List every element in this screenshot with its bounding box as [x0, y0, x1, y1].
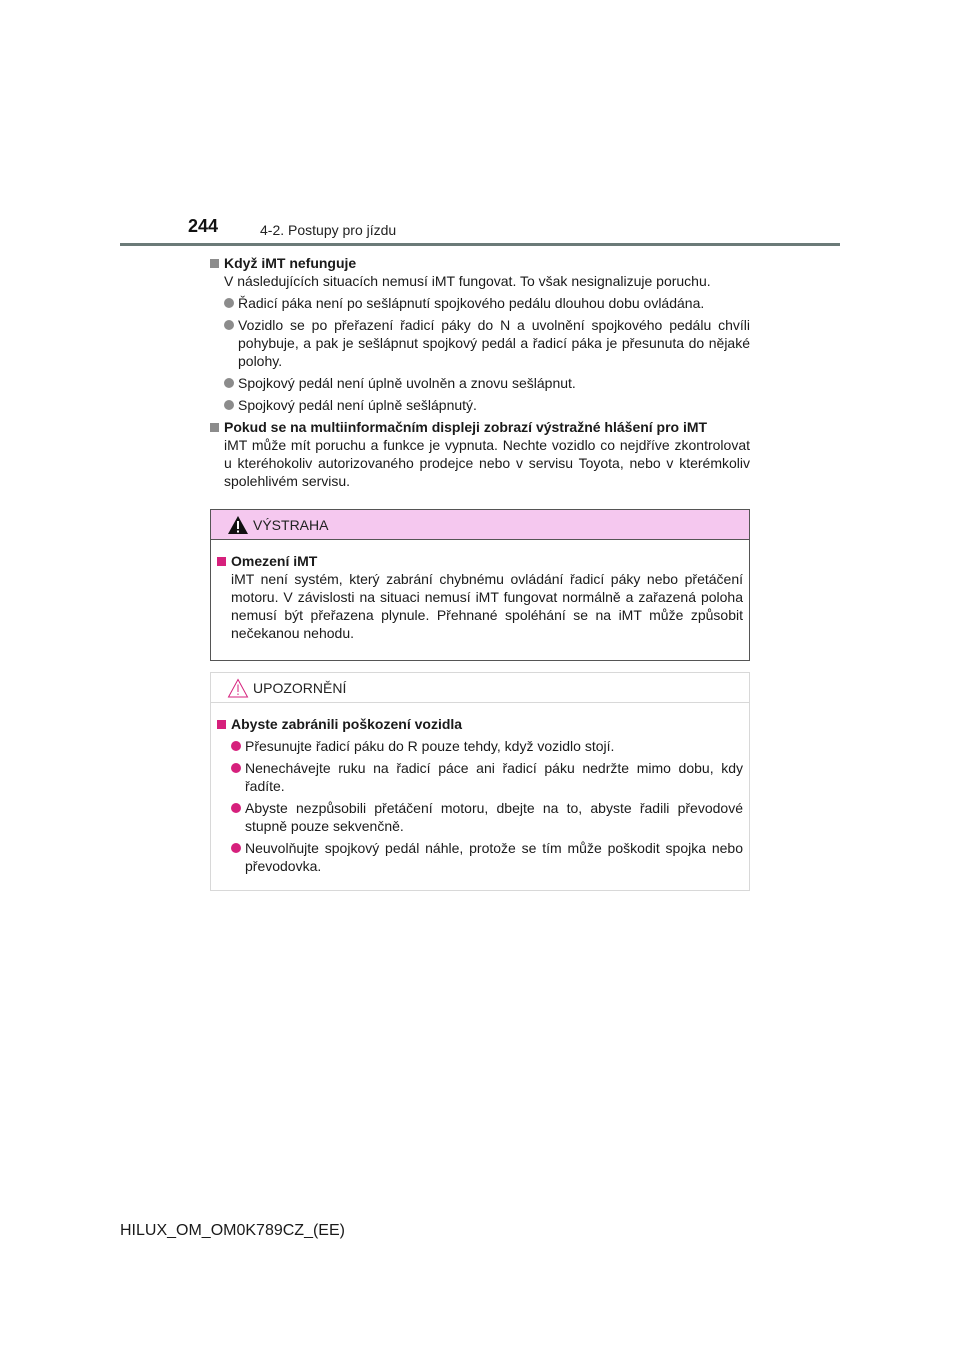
caution-bullets — [231, 737, 743, 875]
list-item — [224, 316, 750, 370]
section1-bullets — [224, 294, 750, 414]
round-bullet-icon — [231, 741, 241, 751]
round-bullet-icon — [231, 763, 241, 773]
main-content — [210, 254, 750, 490]
warning-header — [211, 510, 749, 540]
list-item-text: Přesunujte řadicí páku do R pouze tehdy, když vozidlo stojí. — [245, 738, 615, 754]
page-number: 244 — [188, 216, 219, 236]
list-item — [224, 374, 750, 392]
page-header — [120, 214, 840, 246]
round-bullet-icon — [224, 400, 234, 410]
list-item — [231, 799, 743, 835]
list-item-text: Spojkový pedál není úplně uvolněn a znovu sešlápnut. — [238, 375, 576, 391]
list-item-text: Řadicí páka není po sešlápnutí spojkového pedálu dlouhou dobu ovládána. — [238, 295, 705, 311]
caution-triangle-icon — [227, 678, 249, 698]
round-bullet-icon — [224, 298, 234, 308]
section-title: 4-2. Postupy pro jízdu — [260, 222, 397, 238]
warning-title: VÝSTRAHA — [253, 517, 329, 533]
round-bullet-icon — [224, 320, 234, 330]
caution-body — [211, 703, 749, 875]
caution-heading-text: Abyste zabránili poškození vozidla — [231, 716, 463, 732]
section2-heading — [210, 418, 750, 436]
list-item — [224, 294, 750, 312]
caution-heading — [217, 715, 743, 733]
square-bullet-icon — [210, 259, 219, 268]
warning-text: iMT není systém, který zabrání chybnému ovládání řadicí páky nebo přetáčení motoru. V závislosti na situaci nemusí iMT fungovat normálně a zařazená poloha nemusí být přeřazena plynule. Přehnané spoléhání se na iMT může způsobit nečekanou nehodu. — [231, 571, 743, 641]
warning-body — [211, 540, 749, 642]
list-item-text: Neuvolňujte spojkový pedál náhle, protože se tím může poškodit spojka nebo převodovka. — [245, 840, 743, 874]
square-bullet-icon — [217, 557, 226, 566]
round-bullet-icon — [231, 843, 241, 853]
caution-title: UPOZORNĚNÍ — [253, 680, 347, 696]
caution-header — [211, 673, 749, 703]
section2-text: iMT může mít poruchu a funkce je vypnuta. Nechte vozidlo co nejdříve zkontrolovat u kteréhokoliv autorizovaného prodejce nebo v servisu Toyota, nebo v kterémkoliv spolehlivém servisu. — [224, 437, 750, 489]
list-item-text: Vozidlo se po přeřazení řadicí páky do N a uvolnění spojkového pedálu chvíli pohybuje, a pak je sešlápnut spojkový pedál a řadicí páka je přesunuta do nějaké polohy. — [238, 317, 750, 369]
section2-heading-text: Pokud se na multiinformačním displeji zobrazí výstražné hlášení pro iMT — [224, 419, 708, 435]
header-rule — [120, 243, 840, 246]
section1-heading — [210, 254, 750, 272]
list-item-text: Spojkový pedál není úplně sešlápnutý. — [238, 397, 477, 413]
warning-heading — [217, 552, 743, 570]
list-item — [231, 759, 743, 795]
section1-intro: V následujících situacích nemusí iMT fungovat. To však nesignalizuje poruchu. — [224, 273, 711, 289]
round-bullet-icon — [231, 803, 241, 813]
warning-triangle-icon — [227, 515, 249, 535]
section1-heading-text: Když iMT nefunguje — [224, 255, 357, 271]
square-bullet-icon — [217, 720, 226, 729]
document-code: HILUX_OM_OM0K789CZ_(EE) — [120, 1222, 345, 1239]
list-item-text: Nenechávejte ruku na řadicí páce ani řadicí páku nedržte mimo dobu, kdy řadíte. — [245, 760, 743, 794]
round-bullet-icon — [224, 378, 234, 388]
list-item — [231, 839, 743, 875]
caution-box — [210, 672, 750, 891]
list-item — [224, 396, 750, 414]
square-bullet-icon — [210, 423, 219, 432]
list-item — [231, 737, 743, 755]
warning-heading-text: Omezení iMT — [231, 553, 318, 569]
list-item-text: Abyste nezpůsobili přetáčení motoru, dbejte na to, abyste řadili převodové stupně pouze sekvenčně. — [245, 800, 743, 834]
warning-box — [210, 509, 750, 661]
